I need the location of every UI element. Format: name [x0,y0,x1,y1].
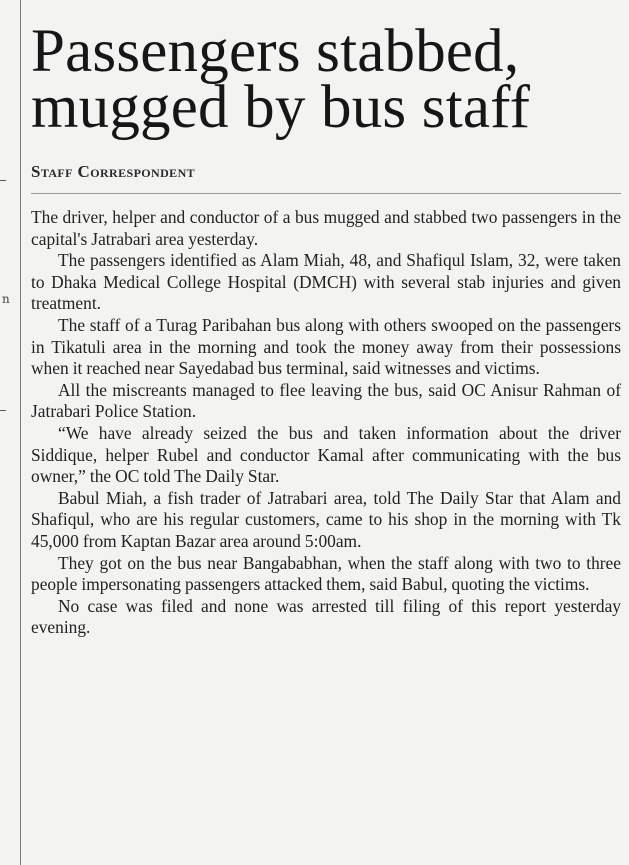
column-tick [0,410,6,411]
paragraph-5: “We have already seized the bus and taken information about the driver Siddique, helper Rubel and conductor Kamal after communicating with the bus owner,” the OC told The Daily Star. [31,422,621,487]
headline [31,18,621,141]
column-tick [0,180,6,181]
paragraph-1: The driver, helper and conductor of a bus mugged and stabbed two passengers in the capital's Jatrabari area yesterday. [31,207,621,249]
adjacent-column-fragment: n [2,292,10,306]
headline-line-1: Passengers stabbed, [31,18,520,85]
paragraph-2: The passengers identified as Alam Miah, 48, and Shafiqul Islam, 32, were taken to Dhaka Medical College Hospital (DMCH) with several stab injuries and given treatment. [31,250,621,314]
column-divider [20,0,21,865]
paragraph-7: They got on the bus near Bangababhan, when the staff along with two to three people impersonating passengers attacked them, said Babul, quoting the victims. [31,552,621,595]
byline: Staff Correspondent [31,162,196,181]
byline-divider [31,193,621,194]
paragraph-3: The staff of a Turag Paribahan bus along with others swooped on the passengers in Tikatuli area in the morning and took the money away from their possessions when it reached near Sayedabad bus terminal, said witnesses and victims. [31,314,621,379]
paragraph-8: No case was filed and none was arrested till filing of this report yesterday evening. [31,595,621,638]
headline-line-2: mugged by bus staff [31,74,531,141]
news-article [31,18,621,639]
paragraph-4: All the miscreants managed to flee leaving the bus, said OC Anisur Rahman of Jatrabari Police Station. [31,379,621,422]
paragraph-6: Babul Miah, a fish trader of Jatrabari area, told The Daily Star that Alam and Shafiqul, who are his regular customers, came to his shop in the morning with Tk 45,000 from Kaptan Bazar area around 5:00am. [31,487,621,551]
article-body [31,207,621,639]
